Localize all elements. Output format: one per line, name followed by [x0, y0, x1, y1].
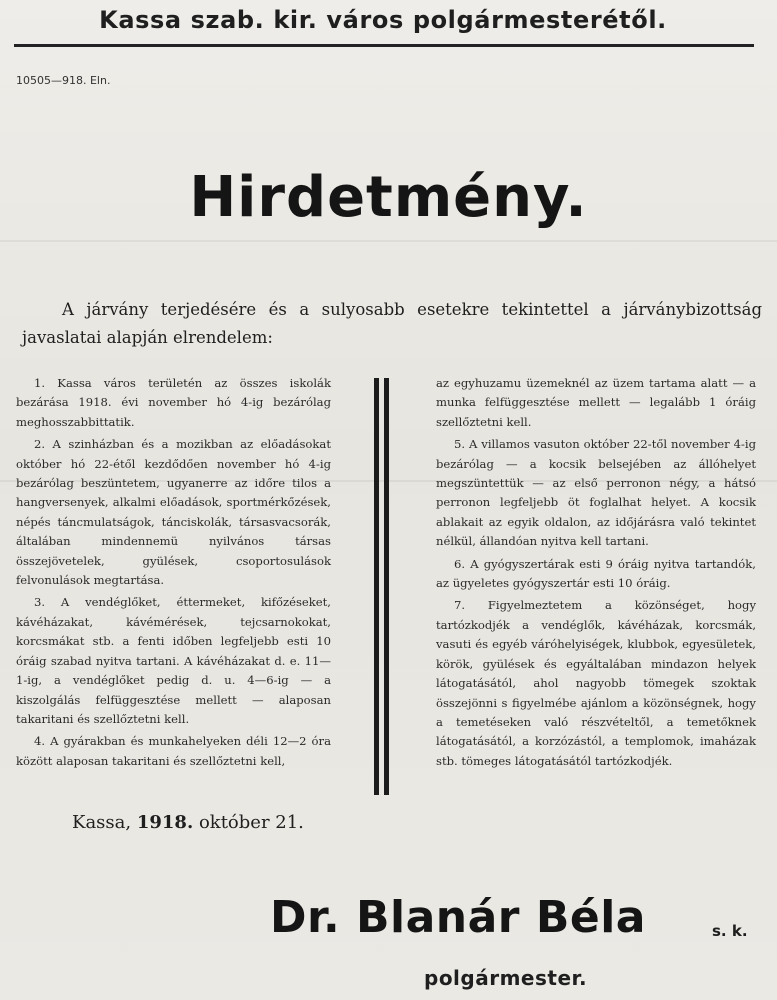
column-divider [384, 378, 389, 795]
paragraph: az egyhuzamu üzemeknél az üzem tartama alatt — a munka felfüggesztése mellett — legalább 1 óráig szellőztetni kell. [436, 376, 756, 429]
date-year: 1918. [136, 812, 194, 833]
signature-suffix: s. k. [712, 922, 748, 940]
paragraph: 1. Kassa város területén az összes iskolák bezárása 1918. évi november hó 4-ig bezárólag meghosszabbittatik. [16, 376, 331, 429]
header-rule [14, 44, 754, 47]
reference-number: 10505—918. Eln. [16, 74, 111, 87]
paragraph: 7. Figyelmeztetem a közönséget, hogy tartózkodjék a vendéglők, kávéházak, korcsmák, vasuti és egyéb váróhelyiségek, klubbok, egyesületek, körök, gyülések és egyáltalában mindazon helyek látogatásától, ahol nagyobb tömegek szoktak összejönni s figyelmébe ajánlom a közönségnek, hogy a temetéseken való részvételtől, a temetőknek látogatásától, a korzózástól, a templomok, imaházak stb. tömeges látogatásától tartózkodjék. [436, 598, 756, 768]
page-title: Hirdetmény. [189, 165, 588, 230]
date-day: október 21. [198, 812, 304, 833]
signature-role: polgármester. [424, 966, 588, 990]
date-line [72, 812, 304, 833]
paragraph: 2. A szinházban és a mozikban az előadásokat október hó 22-étől kezdődően november hó 4-ig bezárólag beszüntetem, ugyanerre az időre tilos a hangversenyek, alkalmi előadások, sportmérkőzések, népés táncmulatságok, tánciskolák, társasvacsorák, általában mindennemü nyilvános társas összejövetelek, gyülések, csoportosulások felvonulások megtartása. [16, 437, 331, 588]
paragraph: 4. A gyárakban és munkahelyeken déli 12—2 óra között alaposan takaritani és szellőztetni kell, [16, 734, 331, 768]
date-place: Kassa, [72, 812, 132, 833]
right-column [436, 374, 756, 774]
signature-name: Dr. Blanár Béla [270, 892, 646, 943]
paragraph: 3. A vendéglőket, éttermeket, kifőzéseket, kávéházakat, kávémérések, tejcsarnokokat, korcsmákat stb. a fenti időben legfeljebb esti 10 óráig szabad nyitva tartani. A kávéházakat d. e. 11—1-ig, a vendéglőket pedig d. u. 4—6-ig — a kiszolgálás felfüggesztése mellett — alaposan takaritani és szellőztetni kell. [16, 595, 331, 726]
intro-paragraph: A járvány terjedésére és a sulyosabb esetekre tekintettel a járványbizottság javaslatai alapján elrendelem: [22, 300, 762, 347]
left-column [16, 374, 331, 774]
paragraph: 6. A gyógyszertárak esti 9 óráig nyitva tartandók, az ügyeletes gyógyszertár esti 10 óráig. [436, 556, 756, 591]
column-divider [374, 378, 379, 795]
paper-fold [0, 240, 777, 242]
paragraph: 5. A villamos vasuton október 22-től november 4-ig bezárólag — a kocsik belsejében az állóhelyet megszüntettük — az első perronon négy, a hátsó perronon legfeljebb öt foglalhat helyet. A kocsik ablakait az egyik oldalon, az időjárásra való tekintet nélkül, állandóan nyitva kell tartani. [436, 437, 756, 549]
issuer-header: Kassa szab. kir. város polgármesterétől. [99, 6, 667, 34]
